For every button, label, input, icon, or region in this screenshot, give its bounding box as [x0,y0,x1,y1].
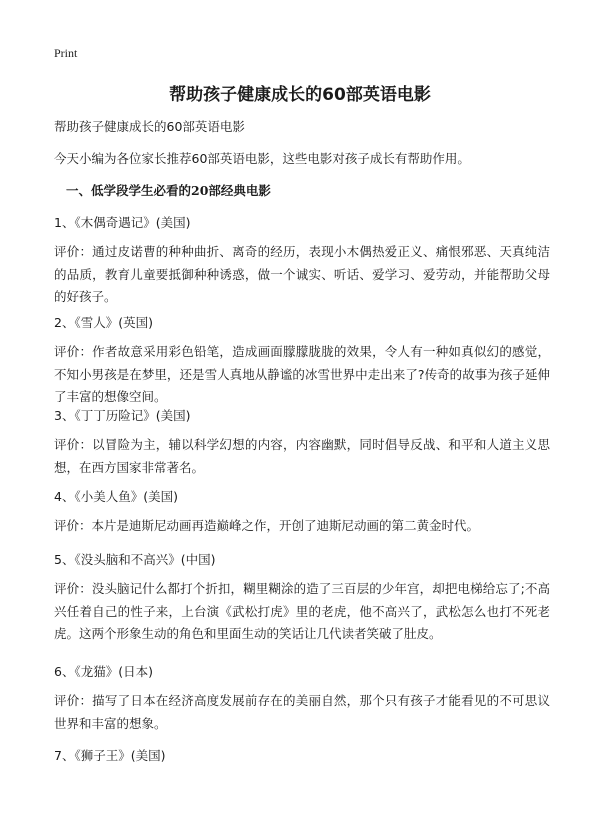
section-heading: 一、低学段学生必看的20部经典电影 [66,183,271,198]
subtitle: 帮助孩子健康成长的60部英语电影 [54,119,245,134]
print-link[interactable]: Print [54,46,78,60]
movie-heading: 6、《龙猫》(日本) [54,664,153,679]
movie-heading: 2、《雪人》(英国) [54,315,153,330]
movie-review: 评价：没头脑记什么都打个折扣，糊里糊涂的造了三百层的少年宫，却把电梯给忘了;不高兴任着自己的性子来，上台演《武松打虎》里的老虎，他不高兴了，武松怎么也打不死老虎。这两个形象生动的角色和里面生动的笑话让几代读者笑破了肚皮。 [54,581,550,641]
intro-text: 今天小编为各位家长推荐60部英语电影，这些电影对孩子成长有帮助作用。 [54,151,470,166]
page-title: 帮助孩子健康成长的60部英语电影 [169,85,431,105]
movie-review: 评价：以冒险为主，辅以科学幻想的内容，内容幽默，同时倡导反战、和平和人道主义思想，在西方国家非常著名。 [54,437,550,475]
movie-review: 评价：通过皮诺曹的种种曲折、离奇的经历，表现小木偶热爱正义、痛恨邪恶、天真纯洁的品质，教育儿童要抵御种种诱惑，做一个诚实、听话、爱学习、爱劳动，并能帮助父母的好孩子。 [54,244,550,304]
movie-heading: 1、《木偶奇遇记》(美国) [54,215,191,230]
movie-heading: 5、《没头脑和不高兴》(中国) [54,552,216,567]
movie-review: 评价：描写了日本在经济高度发展前存在的美丽自然，那个只有孩子才能看见的不可思议世界和丰富的想象。 [54,693,550,731]
movie-heading: 7、《狮子王》(美国) [54,748,166,763]
movie-heading: 3、《丁丁历险记》(美国) [54,408,191,423]
movie-heading: 4、《小美人鱼》(美国) [54,489,178,504]
movie-review: 评价：作者故意采用彩色铅笔，造成画面朦朦胧胧的效果，令人有一种如真似幻的感觉，不知小男孩是在梦里，还是雪人真地从静谧的冰雪世界中走出来了?传奇的故事为孩子延伸了丰富的想像空间。 [54,344,550,404]
movie-review: 评价：本片是迪斯尼动画再造巅峰之作，开创了迪斯尼动画的第二黄金时代。 [54,518,480,533]
